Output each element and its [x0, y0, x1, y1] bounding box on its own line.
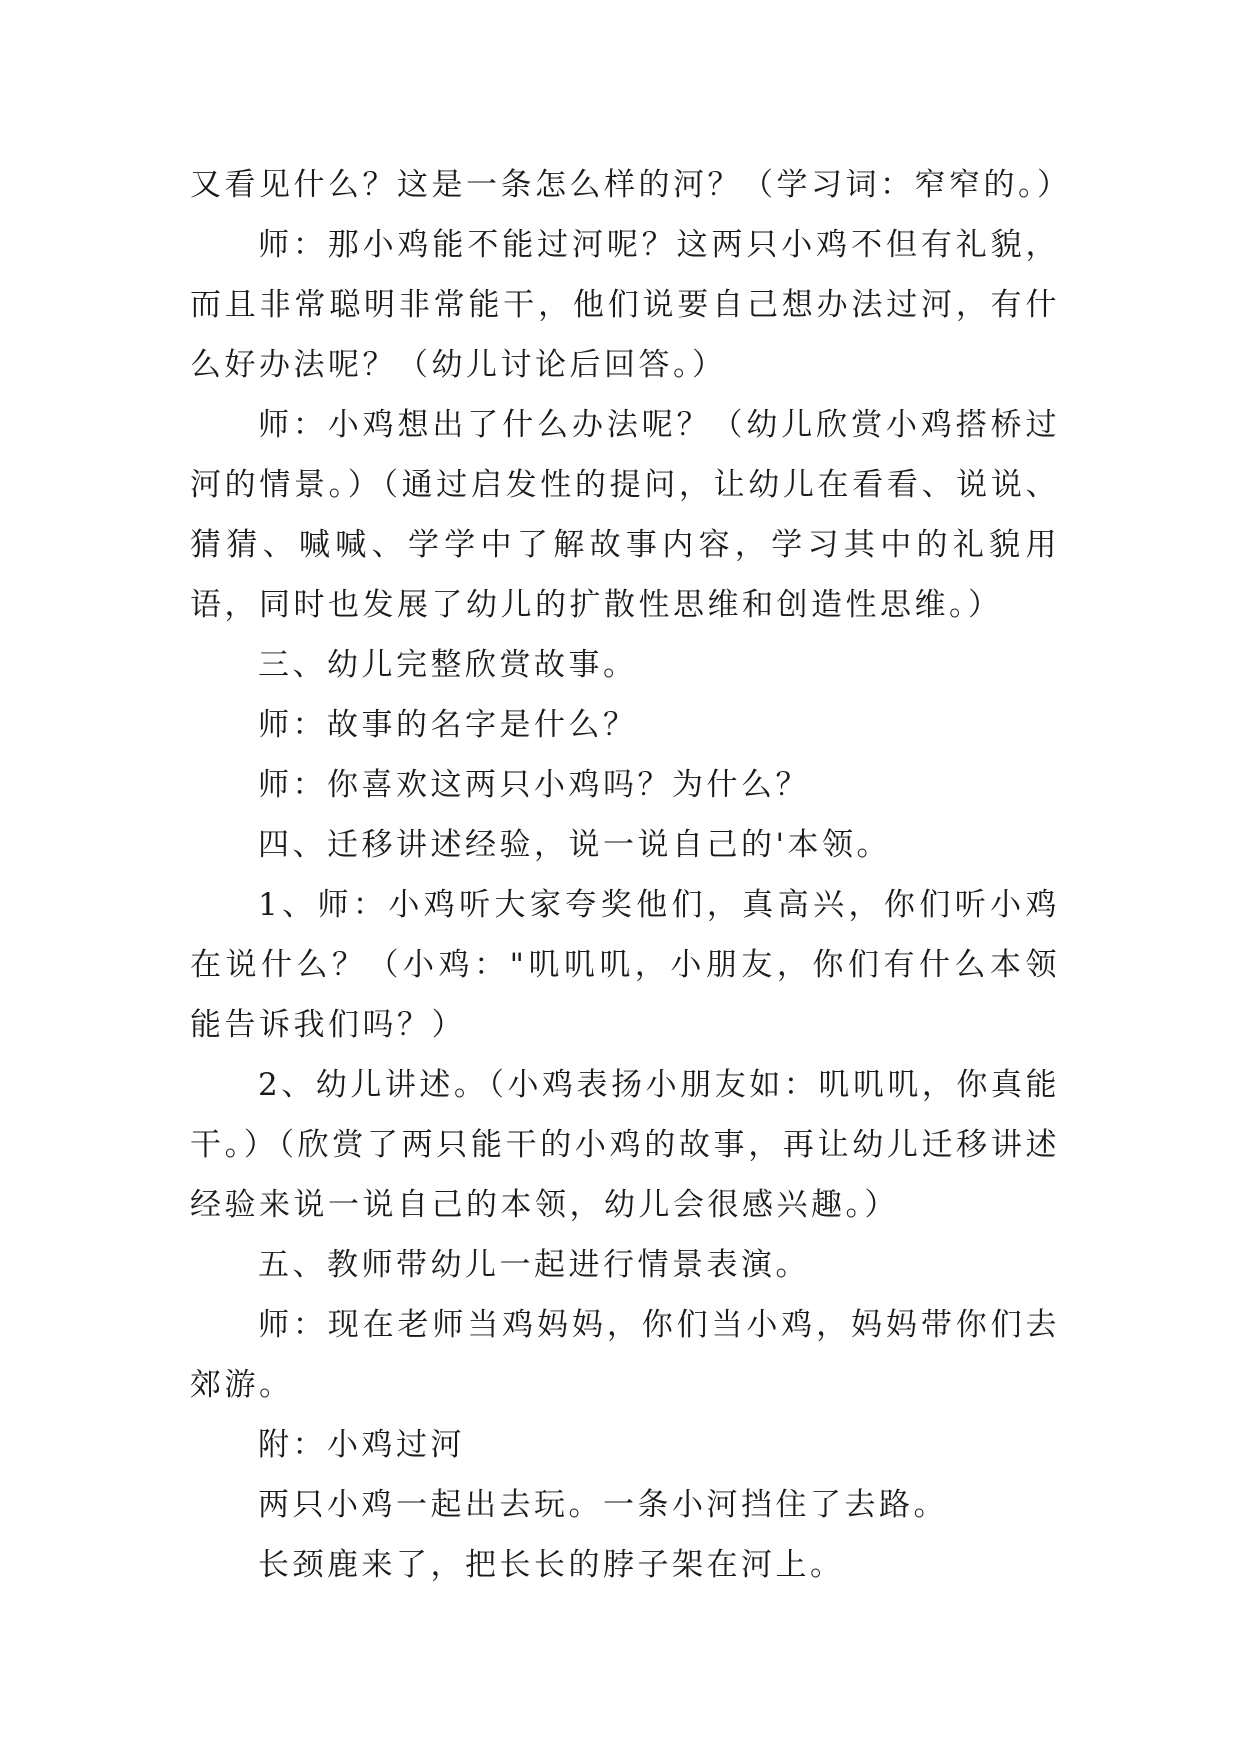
paragraph: 长颈鹿来了，把长长的脖子架在河上。	[258, 1547, 845, 1583]
paragraph: 师：现在老师当鸡妈妈，你们当小鸡，妈妈带你们去郊游。	[190, 1307, 1060, 1403]
section-heading: 五、教师带幼儿一起进行情景表演。	[258, 1247, 810, 1283]
paragraph: 1、师：小鸡听大家夸奖他们，真高兴，你们听小鸡在说什么？（小鸡："叽叽叽，小朋友，你们有什么本领能告诉我们吗？）	[190, 887, 1060, 1043]
section-heading: 四、迁移讲述经验，说一说自己的'本领。	[258, 827, 892, 863]
paragraph: 师：小鸡想出了什么办法呢？（幼儿欣赏小鸡搭桥过河的情景。）（通过启发性的提问，让幼儿在看看、说说、猜猜、喊喊、学学中了解故事内容，学习其中的礼貌用语，同时也发展了幼儿的扩散性思维和创造性思维。）	[190, 407, 1060, 623]
section-heading: 三、幼儿完整欣赏故事。	[258, 647, 638, 683]
paragraph: 师：故事的名字是什么？	[258, 707, 638, 743]
paragraph: 师：你喜欢这两只小鸡吗？为什么？	[258, 767, 810, 803]
paragraph: 2、幼儿讲述。（小鸡表扬小朋友如：叽叽叽，你真能干。）（欣赏了两只能干的小鸡的故事，再让幼儿迁移讲述经验来说一说自己的本领，幼儿会很感兴趣。）	[190, 1067, 1060, 1223]
paragraph: 又看见什么？这是一条怎么样的河？（学习词：窄窄的。）	[190, 167, 1072, 203]
paragraph: 两只小鸡一起出去玩。一条小河挡住了去路。	[258, 1487, 948, 1523]
paragraph: 师：那小鸡能不能过河呢？这两只小鸡不但有礼貌，而且非常聪明非常能干，他们说要自己想办法过河，有什么好办法呢？（幼儿讨论后回答。）	[190, 227, 1060, 383]
appendix-title: 附：小鸡过河	[258, 1427, 465, 1463]
document-body	[190, 155, 1072, 1595]
